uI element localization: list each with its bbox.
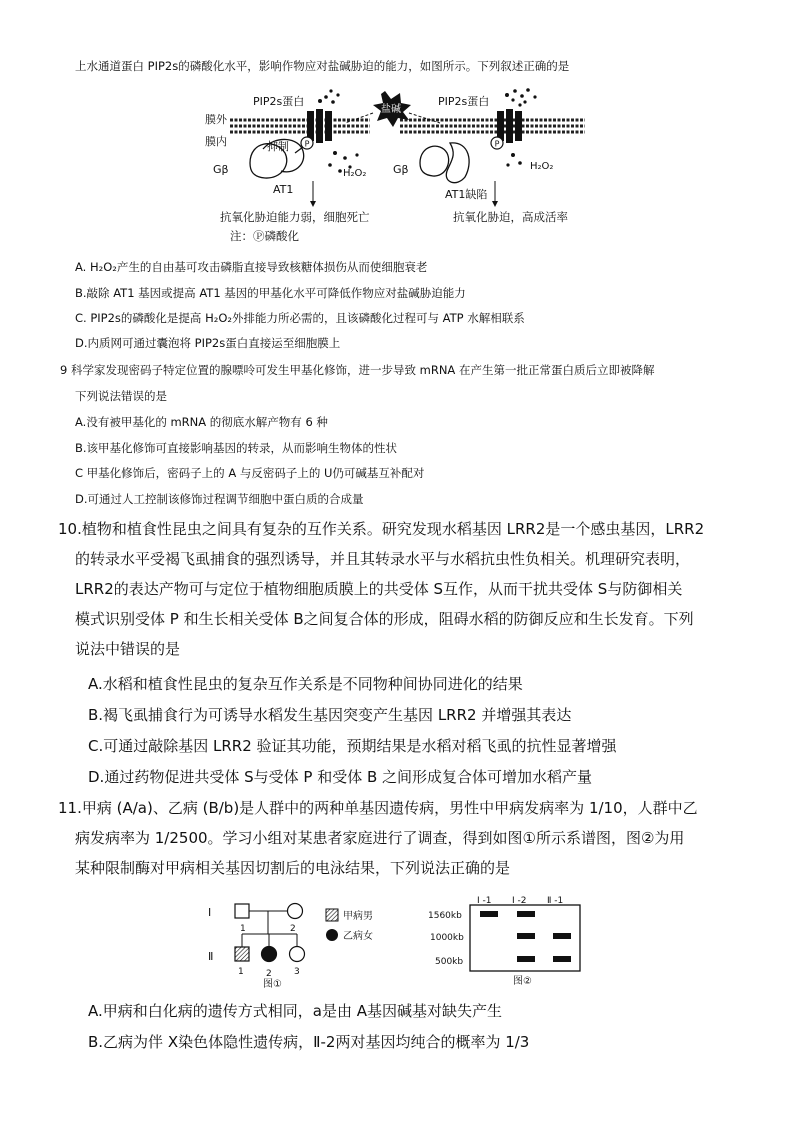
electrophoresis-figure — [425, 893, 590, 988]
pedigree-num-i1: 1 — [240, 924, 246, 934]
q10-line3: LRR2的表达产物可与定位于植物细胞质膜上的共受体 S互作，从而干扰共受体 S与防御相关 — [75, 580, 683, 598]
q11-option-b: B.乙病为伴 X染色体隐性遗传病，Ⅱ-2两对基因均纯合的概率为 1/3 — [88, 1033, 530, 1051]
figure-1-caption: 图① — [263, 979, 282, 990]
q11-line2: 病发病率为 1/2500。学习小组对某患者家庭进行了调查，得到如图①所示系谱图，图②为用 — [75, 829, 685, 847]
q10-line5: 说法中错误的是 — [75, 640, 181, 658]
pedigree-figure — [205, 898, 385, 990]
lane-label-i2: I -2 — [512, 896, 527, 906]
pedigree-num-ii2: 2 — [266, 969, 272, 979]
pip2s-label-right: PIP2s蛋白 — [438, 95, 490, 108]
legend-disease-b-female: 乙病女 — [343, 931, 373, 942]
figure-2-caption: 图② — [513, 976, 532, 987]
generation-1-label: I — [208, 906, 212, 919]
pedigree-ii1-affected-male — [235, 947, 249, 961]
stress-label: 盐碱 — [381, 104, 401, 115]
at1-label: AT1 — [273, 183, 294, 196]
generation-2-label: Ⅱ — [208, 950, 214, 963]
size-label-500: 500kb — [435, 957, 464, 967]
size-label-1560: 1560kb — [428, 911, 462, 921]
band-i2-1000 — [517, 933, 535, 939]
result-right-label: 抗氧化胁迫，高成活率 — [453, 210, 568, 224]
band-ii1-1000 — [553, 933, 571, 939]
pip2s-channel-right — [491, 109, 522, 149]
at1-gbeta-right — [420, 143, 469, 183]
q9-option-d: D.可通过人工控制该修饰过程调节细胞中蛋白质的合成量 — [75, 492, 364, 506]
pedigree-i2-female — [288, 904, 303, 919]
q10-line2: 的转录水平受褐飞虱捕食的强烈诱导，并且其转录水平与水稻抗虫性负相关。机理研究表明， — [75, 550, 691, 568]
phospho-label: P — [494, 139, 500, 149]
q8-option-b: B.敲除 AT1 基因或提高 AT1 基因的甲基化水平可降低作物应对盐碱胁迫能力 — [75, 286, 466, 300]
band-i2-500 — [517, 956, 535, 962]
q10-option-d: D.通过药物促进共受体 S与受体 P 和受体 B 之间形成复合体可增加水稻产量 — [88, 768, 593, 786]
pip2s-label-left: PIP2s蛋白 — [253, 95, 305, 108]
q9-stem-line1: 9 科学家发现密码子特定位置的腺嘌呤可发生甲基化修饰，进一步导致 mRNA 在产生第一批正常蛋白质后立即被降解 — [60, 363, 655, 377]
size-label-1000: 1000kb — [430, 933, 464, 943]
legend-filled-circle-icon — [326, 929, 338, 941]
h2o2-label-right: H₂O₂ — [530, 161, 554, 172]
band-ii1-500 — [553, 956, 571, 962]
pedigree-num-i2: 2 — [290, 924, 296, 934]
q9-option-a: A.没有被甲基化的 mRNA 的彻底水解产物有 6 种 — [75, 415, 328, 429]
membrane-out-label: 膜外 — [205, 113, 227, 126]
lane-label-i1: I -1 — [477, 896, 492, 906]
result-left-label: 抗氧化胁迫能力弱，细胞死亡 — [220, 210, 370, 224]
figure-note: 注：Ⓟ磷酸化 — [230, 229, 299, 243]
gbeta-label-left: Gβ — [213, 163, 229, 176]
legend-disease-a-male: 甲病男 — [343, 911, 373, 922]
q8-option-a: A. H₂O₂产生的自由基可攻击磷脂直接导致核糖体损伤从而使细胞衰老 — [75, 260, 428, 274]
stress-burst — [345, 91, 440, 127]
inhibit-label: 抑制 — [267, 140, 289, 153]
q10-line1: 10.植物和植食性昆虫之间具有复杂的互作关系。研究发现水稻基因 LRR2是一个感虫基因，LRR2 — [58, 520, 705, 538]
phospho-label: P — [304, 139, 310, 149]
pedigree-num-ii3: 3 — [294, 967, 300, 977]
pip2s-channel-left — [301, 109, 332, 149]
q11-line3: 某种限制酶对甲病相关基因切割后的电泳结果，下列说法正确的是 — [75, 859, 511, 877]
q11-line1: 11.甲病 (A/a)、乙病 (B/b)是人群中的两种单基因遗传病，男性中甲病发病率为 1/10，人群中乙 — [58, 799, 698, 817]
q8-stem: 上水通道蛋白 PIP2s的磷酸化水平，影响作物应对盐碱胁迫的能力，如图所示。下列叙述正确的是 — [75, 59, 570, 73]
band-i2-1560 — [517, 911, 535, 917]
gbeta-label-right: Gβ — [393, 163, 409, 176]
h2o2-label-left: H₂O₂ — [343, 168, 367, 179]
q9-stem-line2: 下列说法错误的是 — [75, 389, 167, 403]
q10-line4: 模式识别受体 P 和生长相关受体 B之间复合体的形成，阻碍水稻的防御反应和生长发育。下列 — [75, 610, 694, 628]
lane-label-ii1: Ⅱ -1 — [547, 896, 564, 906]
at1-defect-label: AT1缺陷 — [445, 188, 488, 201]
q10-option-c: C.可通过敲除基因 LRR2 验证其功能，预期结果是水稻对稻飞虱的抗性显著增强 — [88, 737, 617, 755]
q10-option-a: A.水稻和植食性昆虫的复杂互作关系是不同物种间协同进化的结果 — [88, 675, 523, 693]
membrane-in-label: 膜内 — [205, 135, 227, 148]
legend-hatched-square-icon — [326, 909, 338, 921]
right-membrane — [400, 120, 585, 132]
q10-option-b: B.褐飞虱捕食行为可诱导水稻发生基因突变产生基因 LRR2 并增强其表达 — [88, 706, 572, 724]
pedigree-num-ii1: 1 — [238, 967, 244, 977]
q9-option-b: B.该甲基化修饰可直接影响基因的转录，从而影响生物体的性状 — [75, 441, 398, 455]
band-i1-1560 — [480, 911, 498, 917]
q8-option-d: D.内质网可通过囊泡将 PIP2s蛋白直接运至细胞膜上 — [75, 336, 341, 350]
q8-option-c: C. PIP2s的磷酸化是提高 H₂O₂外排能力所必需的，且该磷酸化过程可与 ATP 水解相联系 — [75, 311, 525, 325]
q11-option-a: A.甲病和白化病的遗传方式相同，a是由 A基因碱基对缺失产生 — [88, 1002, 502, 1020]
q8-membrane-figure — [195, 83, 615, 248]
q9-option-c: C 甲基化修饰后，密码子上的 A 与反密码子上的 U仍可碱基互补配对 — [75, 466, 425, 480]
pedigree-i1-male — [235, 904, 249, 918]
pedigree-ii2-affected-female — [262, 947, 277, 962]
pedigree-ii3-female — [290, 947, 305, 962]
